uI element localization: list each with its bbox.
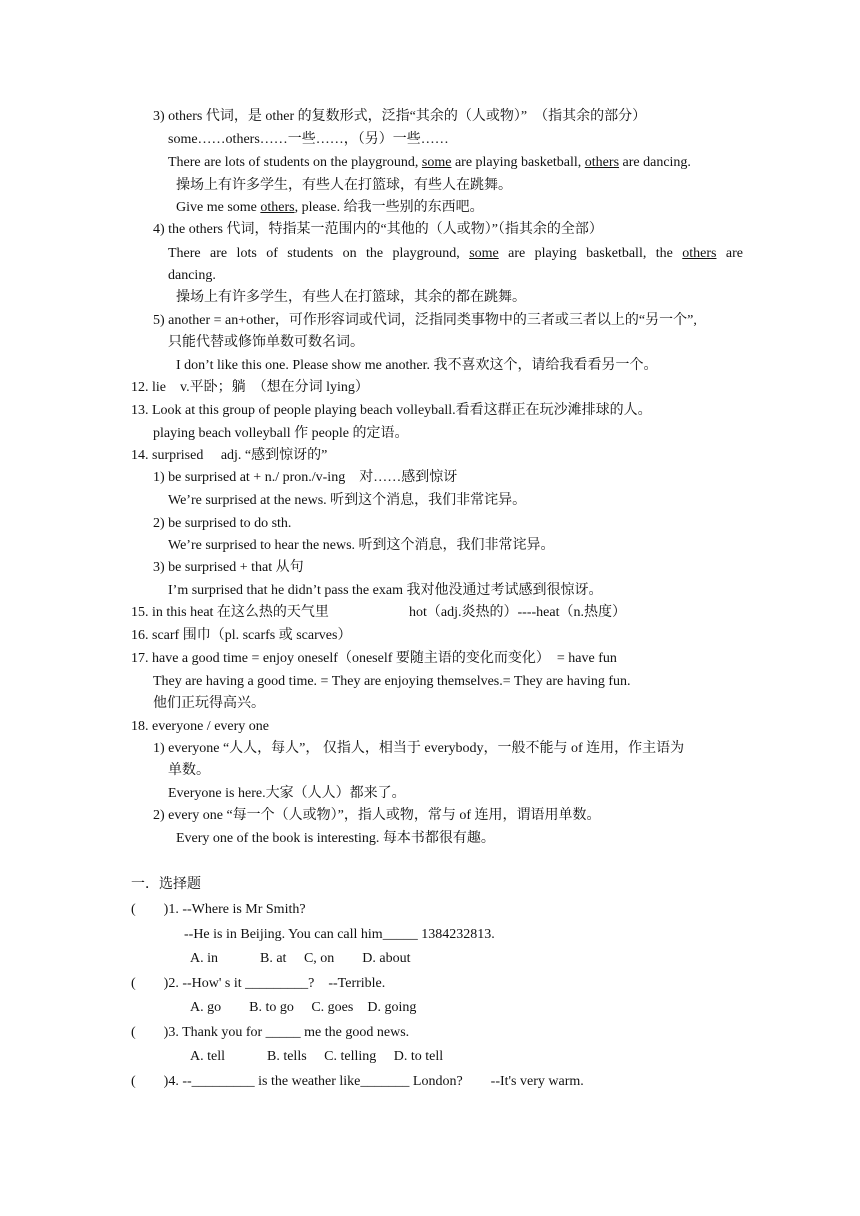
question-1: ( )1. --Where is Mr Smith?: [131, 902, 306, 917]
text: , please. 给我一些别的东西吧。: [294, 200, 484, 215]
text: Give me some: [176, 200, 261, 215]
the-others-translation: 操场上有许多学生，有些人在打篮球，其余的都在跳舞。: [176, 290, 526, 305]
underlined-word: some: [421, 155, 452, 170]
the-others-example-1-cont: dancing.: [168, 268, 216, 283]
item-13: 13. Look at this group of people playing beach volleyball.看看这群正在玩沙滩排球的人。: [131, 403, 652, 418]
question-1-options: A. in B. at C, on D. about: [190, 951, 411, 966]
others-example-1-translation: 操场上有许多学生，有些人在打篮球，有些人在跳舞。: [176, 178, 512, 193]
others-example-2: [176, 199, 484, 217]
question-2-options: A. go B. to go C. goes D. going: [190, 1000, 417, 1015]
section-title: 一．选择题: [131, 877, 201, 892]
underlined-word: others: [260, 200, 295, 215]
another-heading-cont: 只能代替或修饰单数可数名词。: [168, 335, 364, 350]
others-example-1: [168, 154, 691, 172]
item-16: 16. scarf 围巾（pl. scarfs 或 scarves）: [131, 628, 352, 643]
text: are playing basketball, the: [498, 246, 683, 261]
item-18: 18. everyone / every one: [131, 719, 269, 734]
underlined-word: some: [469, 246, 499, 261]
another-example: I don’t like this one. Please show me another. 我不喜欢这个，请给我看看另一个。: [176, 358, 658, 373]
the-others-example-1: [168, 245, 743, 263]
others-pattern: some……others……一些……，（另）一些……: [168, 132, 449, 147]
text: are playing basketball,: [451, 155, 585, 170]
text: There are lots of students on the playground,: [168, 246, 470, 261]
text: are dancing.: [619, 155, 691, 170]
item-18-2-example: Every one of the book is interesting. 每本书都很有趣。: [176, 831, 495, 846]
item-17: 17. have a good time = enjoy oneself（oneself 要随主语的变化而变化） = have fun: [131, 651, 617, 666]
underlined-word: others: [584, 155, 620, 170]
underlined-word: others: [682, 246, 717, 261]
another-heading: 5) another = an+other，可作形容词或代词，泛指同类事物中的三者或三者以上的“另一个”,: [153, 313, 697, 328]
item-14-2: 2) be surprised to do sth.: [153, 516, 292, 531]
question-3: ( )3. Thank you for _____ me the good news.: [131, 1025, 410, 1040]
the-others-heading: 4) the others 代词，特指某一范围内的“其他的（人或物）”（指其余的全部）: [153, 222, 603, 237]
item-12: 12. lie v.平卧；躺 （想在分词 lying）: [131, 380, 369, 395]
others-heading: 3) others 代词，是 other 的复数形式，泛指“其余的（人或物）” （指其余的部分）: [153, 109, 647, 124]
item-18-1: 1) everyone “人人，每人”， 仅指人，相当于 everybody，一般不能与 of 连用，作主语为: [153, 741, 685, 756]
item-14-1-example: We’re surprised at the news. 听到这个消息，我们非常诧异。: [168, 493, 527, 508]
question-4: ( )4. --_________ is the weather like_______ London? --It's very warm.: [131, 1074, 584, 1089]
item-17-example: They are having a good time. = They are enjoying themselves.= They are having fun.: [153, 674, 631, 689]
item-13-note: playing beach volleyball 作 people 的定语。: [153, 426, 409, 441]
item-14-3: 3) be surprised + that 从句: [153, 560, 304, 575]
item-18-2: 2) every one “每一个（人或物）”，指人或物，常与 of 连用，谓语用单数。: [153, 808, 601, 823]
question-1-line-2: --He is in Beijing. You can call him_____ 1384232813.: [184, 927, 495, 942]
question-2: ( )2. --How' s it _________? --Terrible.: [131, 976, 386, 991]
item-18-1-example: Everyone is here.大家（人人）都来了。: [168, 786, 406, 801]
item-14-1: 1) be surprised at + n./ pron./v-ing 对……感到惊讶: [153, 470, 458, 485]
text: are: [716, 246, 743, 261]
item-14: 14. surprised adj. “感到惊讶的”: [131, 448, 328, 463]
question-3-options: A. tell B. tells C. telling D. to tell: [190, 1049, 444, 1064]
item-17-translation: 他们正玩得高兴。: [153, 696, 265, 711]
item-14-3-example: I’m surprised that he didn’t pass the exam 我对他没通过考试感到很惊讶。: [168, 583, 603, 598]
item-14-2-example: We’re surprised to hear the news. 听到这个消息，我们非常诧异。: [168, 538, 555, 553]
item-18-1-cont: 单数。: [168, 763, 210, 778]
text: There are lots of students on the playground,: [168, 155, 422, 170]
item-15-note: hot（adj.炎热的）----heat（n.热度）: [409, 605, 626, 620]
item-15: 15. in this heat 在这么热的天气里: [131, 605, 329, 620]
